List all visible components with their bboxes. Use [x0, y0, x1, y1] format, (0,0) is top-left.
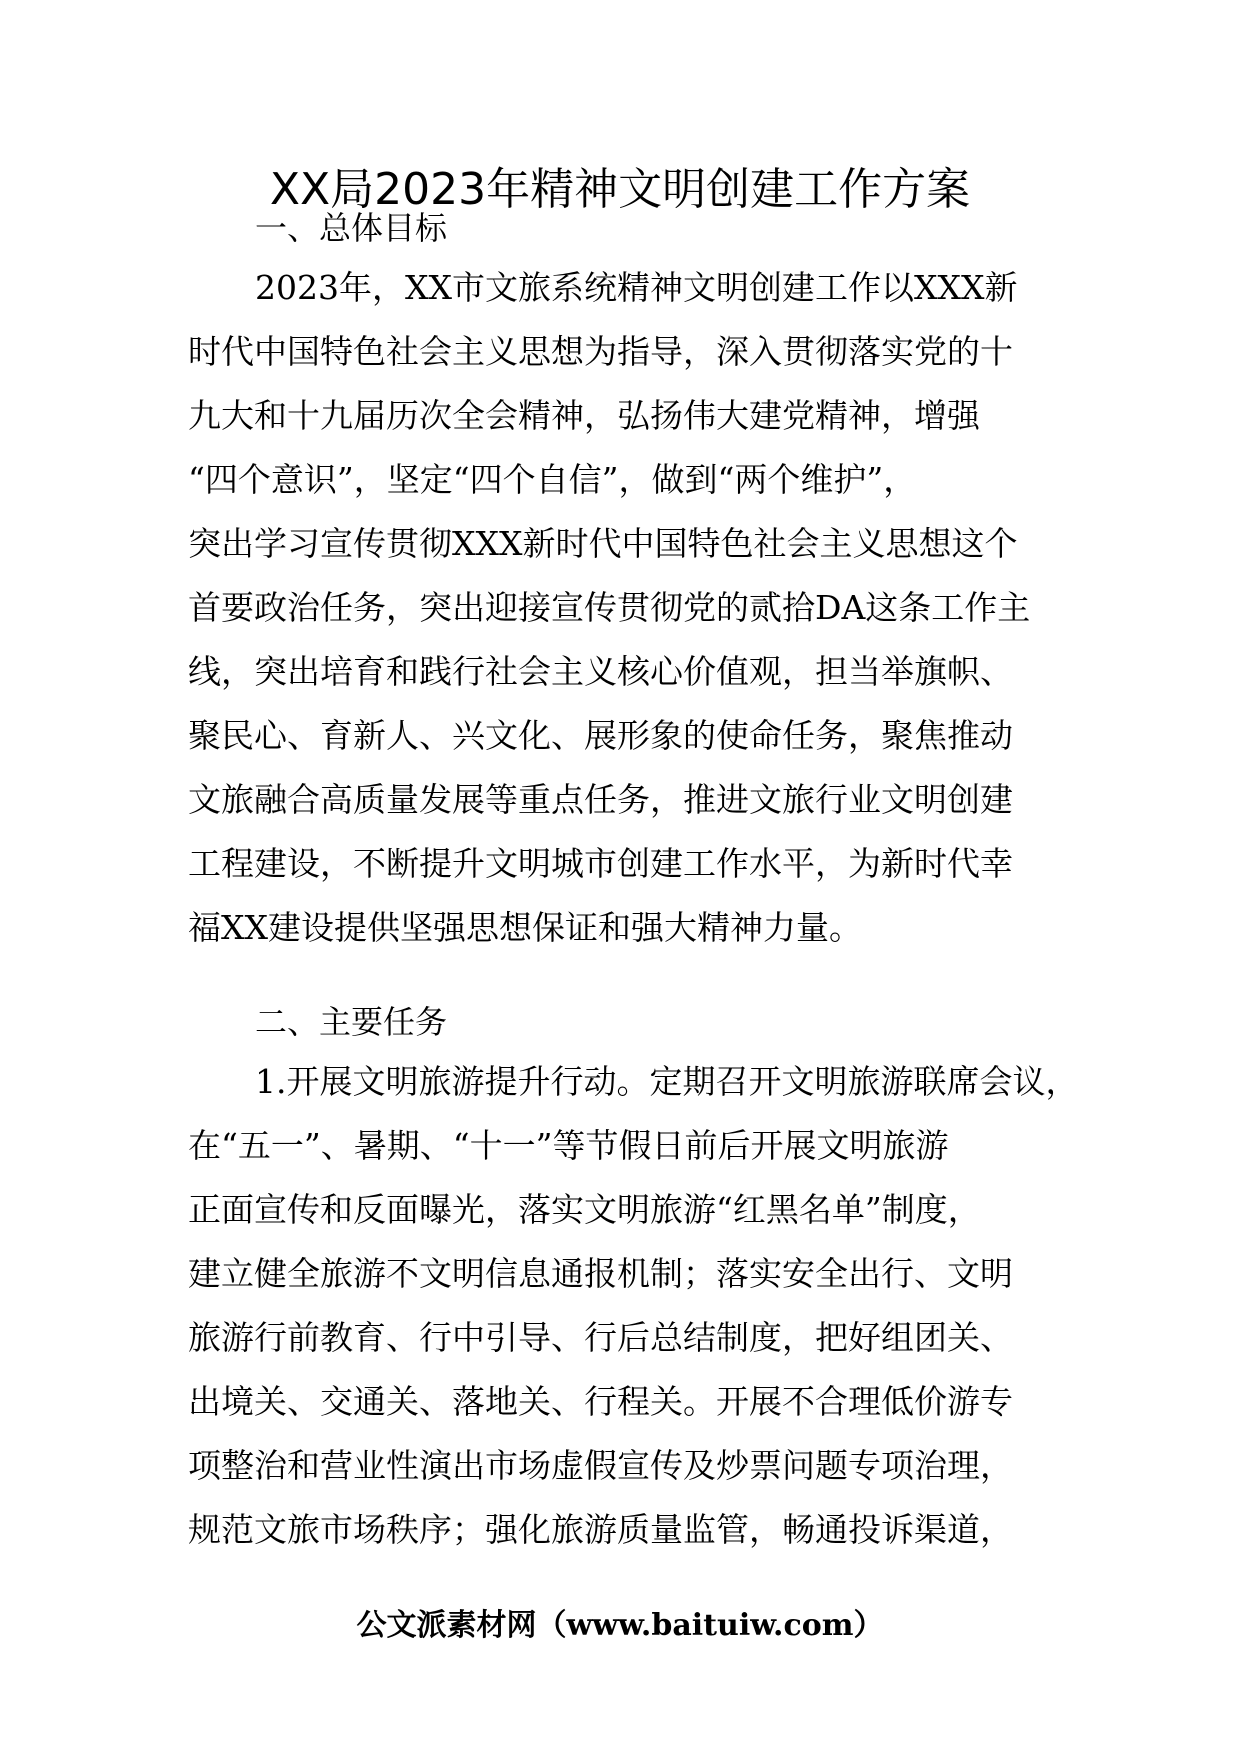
footer-source-watermark: 公文派素材网（www.baituiw.com）	[356, 1608, 884, 1643]
section-paragraph-main-tasks	[188, 1050, 1078, 1562]
paragraph-line: 突出学习宣传贯彻XXX新时代中国特色社会主义思想这个	[188, 524, 1018, 563]
paragraph-line: 建立健全旅游不文明信息通报机制；落实安全出行、文明	[188, 1254, 1013, 1293]
paragraph-line: 工程建设，不断提升文明城市创建工作水平，为新时代幸	[188, 844, 1013, 883]
paragraph-line: 首要政治任务，突出迎接宣传贯彻党的贰拾DA这条工作主	[188, 588, 1031, 627]
paragraph-line: 正面宣传和反面曝光，落实文明旅游“红黑名单”制度，	[188, 1190, 981, 1229]
paragraph-line: 聚民心、育新人、兴文化、展形象的使命任务，聚焦推动	[188, 716, 1013, 755]
paragraph-line: 在“五一”、暑期、“十一”等节假日前后开展文明旅游	[188, 1126, 949, 1165]
paragraph-line: 线，突出培育和践行社会主义核心价值观，担当举旗帜、	[188, 652, 1013, 691]
paragraph-line: 项整治和营业性演出市场虚假宣传及炒票问题专项治理，	[188, 1446, 1013, 1485]
paragraph-line: 1.开展文明旅游提升行动。定期召开文明旅游联席会议，	[255, 1062, 1079, 1101]
section-heading-overall-goals: 一、总体目标	[255, 209, 448, 247]
section-paragraph-overall-goals	[188, 256, 1078, 960]
paragraph-line: “四个意识”，坚定“四个自信”，做到“两个维护”，	[188, 460, 917, 499]
paragraph-line: 时代中国特色社会主义思想为指导，深入贯彻落实党的十	[188, 332, 1013, 371]
paragraph-line: 福XX建设提供坚强思想保证和强大精神力量。	[188, 908, 862, 947]
document-title: XX局2023年精神文明创建工作方案	[269, 164, 971, 215]
paragraph-line: 文旅融合高质量发展等重点任务，推进文旅行业文明创建	[188, 780, 1013, 819]
paragraph-line: 2023年，XX市文旅系统精神文明创建工作以XXX新	[255, 268, 1018, 307]
paragraph-line: 出境关、交通关、落地关、行程关。开展不合理低价游专	[188, 1382, 1013, 1421]
paragraph-line: 九大和十九届历次全会精神，弘扬伟大建党精神，增强	[188, 396, 980, 435]
section-heading-main-tasks: 二、主要任务	[255, 1003, 448, 1041]
paragraph-line: 旅游行前教育、行中引导、行后总结制度，把好组团关、	[188, 1318, 1013, 1357]
paragraph-line: 规范文旅市场秩序；强化旅游质量监管，畅通投诉渠道，	[188, 1510, 1013, 1549]
